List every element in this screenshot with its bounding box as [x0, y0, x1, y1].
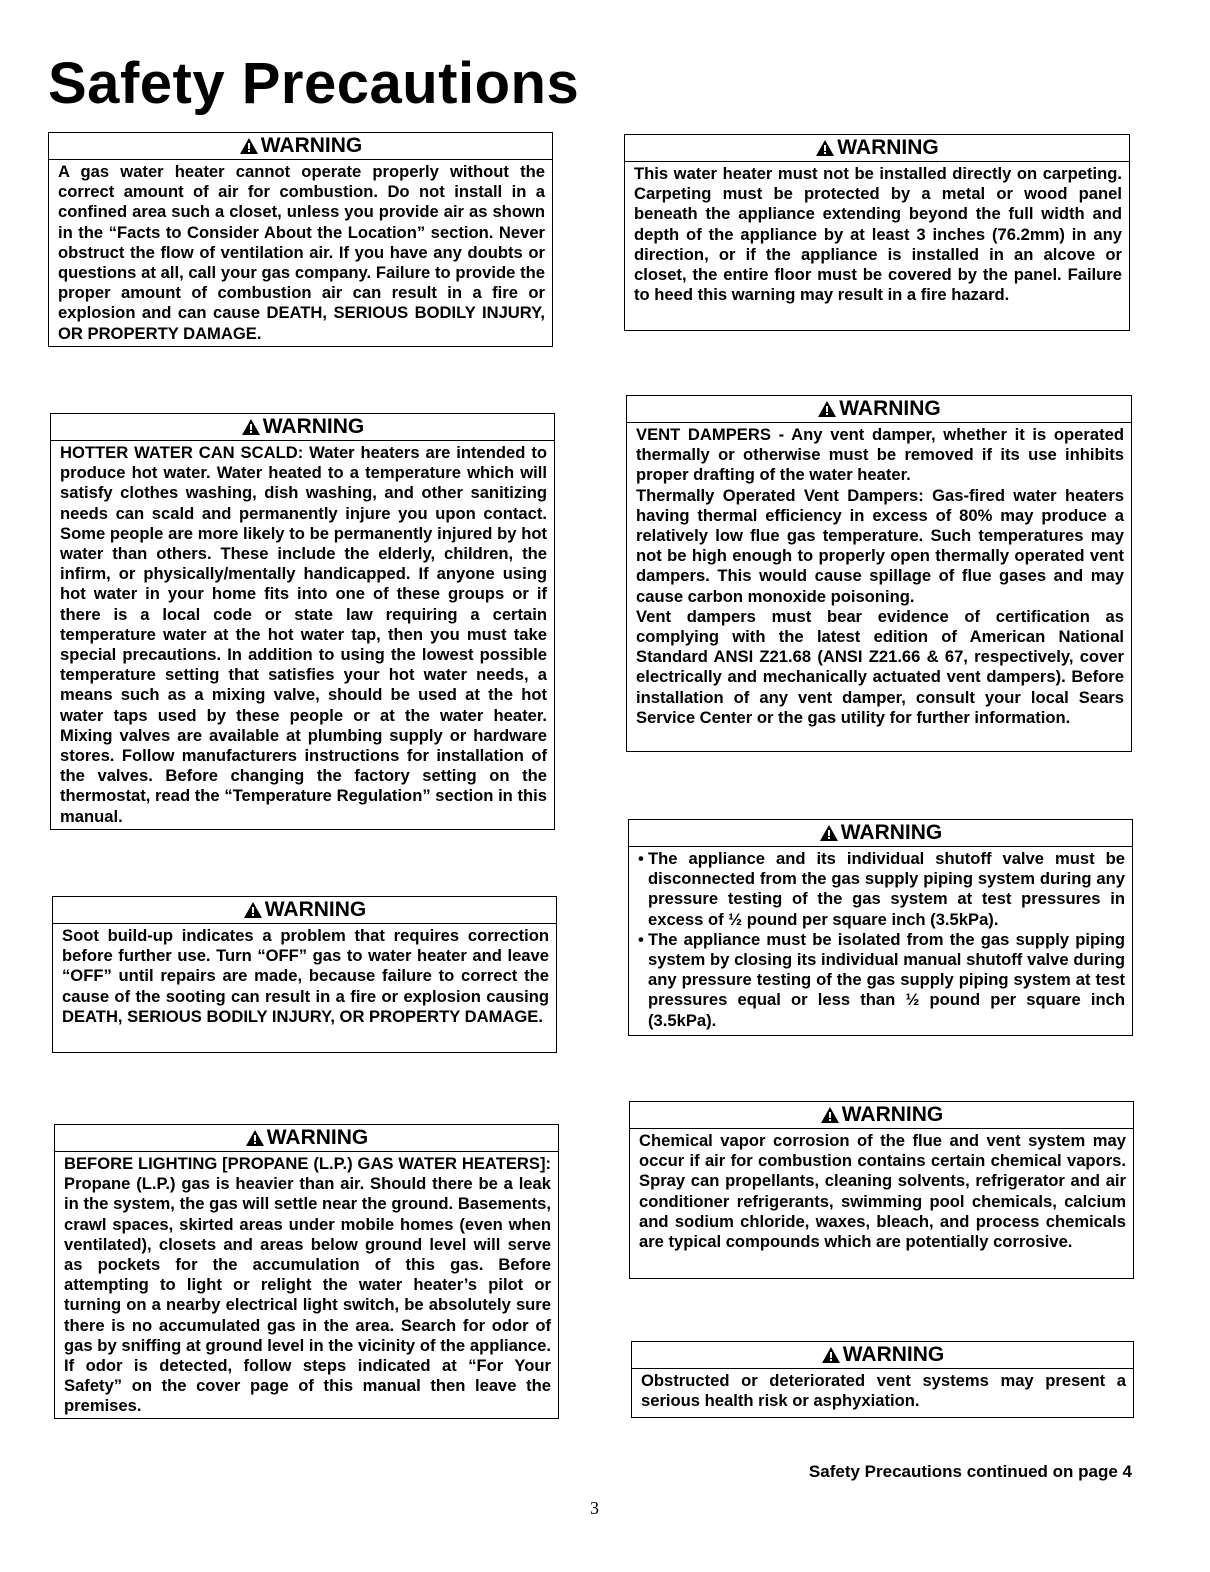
warning-box-scald	[50, 413, 555, 830]
page-number: 3	[590, 1498, 599, 1518]
warning-heading: WARNING	[841, 1103, 944, 1126]
warning-heading: WARNING	[264, 898, 367, 921]
warning-box-vent-dampers	[626, 395, 1132, 752]
warning-text: Thermally Operated Vent Dampers: Gas-fired water heaters having thermal efficiency in excess of 80% may produce a relatively low flue gas temperature. Such temperatures may not be high enough to properly open thermally operated vent dampers. This would cause spillage of flue gases and may cause carbon monoxide poisoning.	[636, 485, 1124, 606]
warning-header	[625, 135, 1129, 162]
warning-heading: WARNING	[839, 397, 941, 420]
warning-box-pressure-testing	[628, 819, 1133, 1036]
warning-header	[53, 897, 556, 924]
warning-triangle-icon	[245, 1129, 265, 1147]
warning-heading: WARNING	[266, 1126, 369, 1149]
warning-triangle-icon	[243, 901, 263, 919]
warning-box-chemical-vapor	[629, 1101, 1134, 1279]
warning-text: HOTTER WATER CAN SCALD: Water heaters are intended to produce hot water. Water heated to a temperature which will satisfy clothes washing, dish washing, and other sanitizing needs can scald and permanently injure you upon contact. Some people are more likely to be permanently injured by hot water than others. These include the elderly, children, the infirm, or physically/mentally handicapped. If anyone using hot water in your home fits into one of these groups or if there is a local code or state law requiring a certain temperature water at the hot water tap, then you must take special precautions. In addition to using the lowest possible temperature setting that satisfies your hot water needs, a means such as a mixing valve, should be used at the hot water taps used by these people or at the water heater. Mixing valves are available at plumbing supply or hardware stores. Follow manufacturers instructions for installation of the valves. Before changing the factory setting on the thermostat, read the “Temperature Regulation” section in this manual.	[60, 443, 547, 826]
warning-heading: WARNING	[262, 415, 365, 438]
page-title: Safety Precautions	[48, 51, 580, 116]
warning-triangle-icon	[239, 137, 259, 155]
list-item: • The appliance must be isolated from the gas supply piping system by closing its individual manual shutoff valve during any pressure testing of the gas supply piping system at test pressures equal or less than ½ pound per square inch (3.5kPa).	[638, 930, 1125, 1031]
warning-heading: WARNING	[840, 821, 943, 844]
warning-header	[629, 820, 1132, 847]
warning-box-combustion-air	[48, 132, 553, 347]
warning-text: Vent dampers must bear evidence of certification as complying with the latest edition of American National Standard ANSI Z21.68 (ANSI Z21.66 & 67, respectively, cover electrically and mechanically actuated vent dampers). Before installation of any vent damper, consult your local Sears Service Center or the gas utility for further information.	[636, 606, 1124, 727]
warning-box-carpeting	[624, 134, 1130, 331]
warning-triangle-icon	[815, 139, 835, 157]
warning-box-propane	[54, 1124, 559, 1419]
warning-box-vent-systems	[631, 1341, 1134, 1418]
warning-text: Chemical vapor corrosion of the flue and vent system may occur if air for combustion contains certain chemical vapors. Spray can propellants, cleaning solvents, refrigerator and air conditioner refrigerants, swimming pool chemicals, calcium and sodium chloride, waxes, bleach, and process chemicals are typical compounds which are potentially corrosive.	[639, 1131, 1126, 1252]
warning-bullet-list	[638, 849, 1125, 1031]
warning-heading: WARNING	[260, 134, 363, 157]
warning-header	[49, 133, 552, 160]
warning-heading: WARNING	[837, 136, 939, 159]
warning-box-soot	[52, 896, 557, 1053]
warning-text: VENT DAMPERS - Any vent damper, whether it is operated thermally or otherwise must be removed if its use inhibits proper drafting of the water heater.	[636, 425, 1124, 485]
warning-text: This water heater must not be installed directly on carpeting. Carpeting must be protected by a metal or wood panel beneath the appliance extending beyond the full width and depth of the appliance by at least 3 inches (76.2mm) in any direction, or if the appliance is installed in an alcove or closet, the entire floor must be covered by the panel. Failure to heed this warning may result in a fire hazard.	[634, 164, 1122, 305]
warning-header	[630, 1102, 1133, 1129]
warning-triangle-icon	[819, 824, 839, 842]
warning-text: Obstructed or deteriorated vent systems may present a serious health risk or asphyxiation.	[641, 1371, 1126, 1411]
warning-header	[627, 396, 1131, 423]
warning-header	[51, 414, 554, 441]
warning-triangle-icon	[821, 1346, 841, 1364]
warning-header	[55, 1125, 558, 1152]
warning-text: Soot build-up indicates a problem that requires correction before further use. Turn “OFF” gas to water heater and leave “OFF” until repairs are made, because failure to correct the cause of the sooting can result in a fire or explosion causing DEATH, SERIOUS BODILY INJURY, OR PROPERTY DAMAGE.	[62, 926, 549, 1026]
warning-header	[632, 1342, 1133, 1369]
continued-note: Safety Precautions continued on page 4	[808, 1462, 1132, 1481]
list-item: • The appliance and its individual shutoff valve must be disconnected from the gas supply piping system during any pressure testing of the gas system at test pressures in excess of ½ pound per square inch (3.5kPa).	[638, 849, 1125, 930]
warning-heading: WARNING	[842, 1343, 945, 1366]
warning-text: BEFORE LIGHTING [PROPANE (L.P.) GAS WATER HEATERS]: Propane (L.P.) gas is heavier than air. Should there be a leak in the system, the gas will settle near the ground. Basements, crawl spaces, skirted areas under mobile homes (even when ventilated), closets and areas below ground level will serve as pockets for the accumulation of this gas. Before attempting to light or relight the water heater’s pilot or turning on a nearby electrical light switch, be absolutely sure there is no accumulated gas in the area. Search for odor of gas by sniffing at ground level in the vicinity of the appliance. If odor is detected, follow steps indicated at “For Your Safety” on the cover page of this manual then leave the premises.	[64, 1154, 551, 1416]
warning-triangle-icon	[820, 1106, 840, 1124]
warning-triangle-icon	[241, 418, 261, 436]
warning-text: A gas water heater cannot operate properly without the correct amount of air for combustion. Do not install in a confined area such a closet, unless you provide air as shown in the “Facts to Consider About the Location” section. Never obstruct the flow of ventilation air. If you have any doubts or questions at all, call your gas company. Failure to provide the proper amount of combustion air can result in a fire or explosion and can cause DEATH, SERIOUS BODILY INJURY, OR PROPERTY DAMAGE.	[58, 162, 545, 343]
warning-triangle-icon	[817, 400, 837, 418]
